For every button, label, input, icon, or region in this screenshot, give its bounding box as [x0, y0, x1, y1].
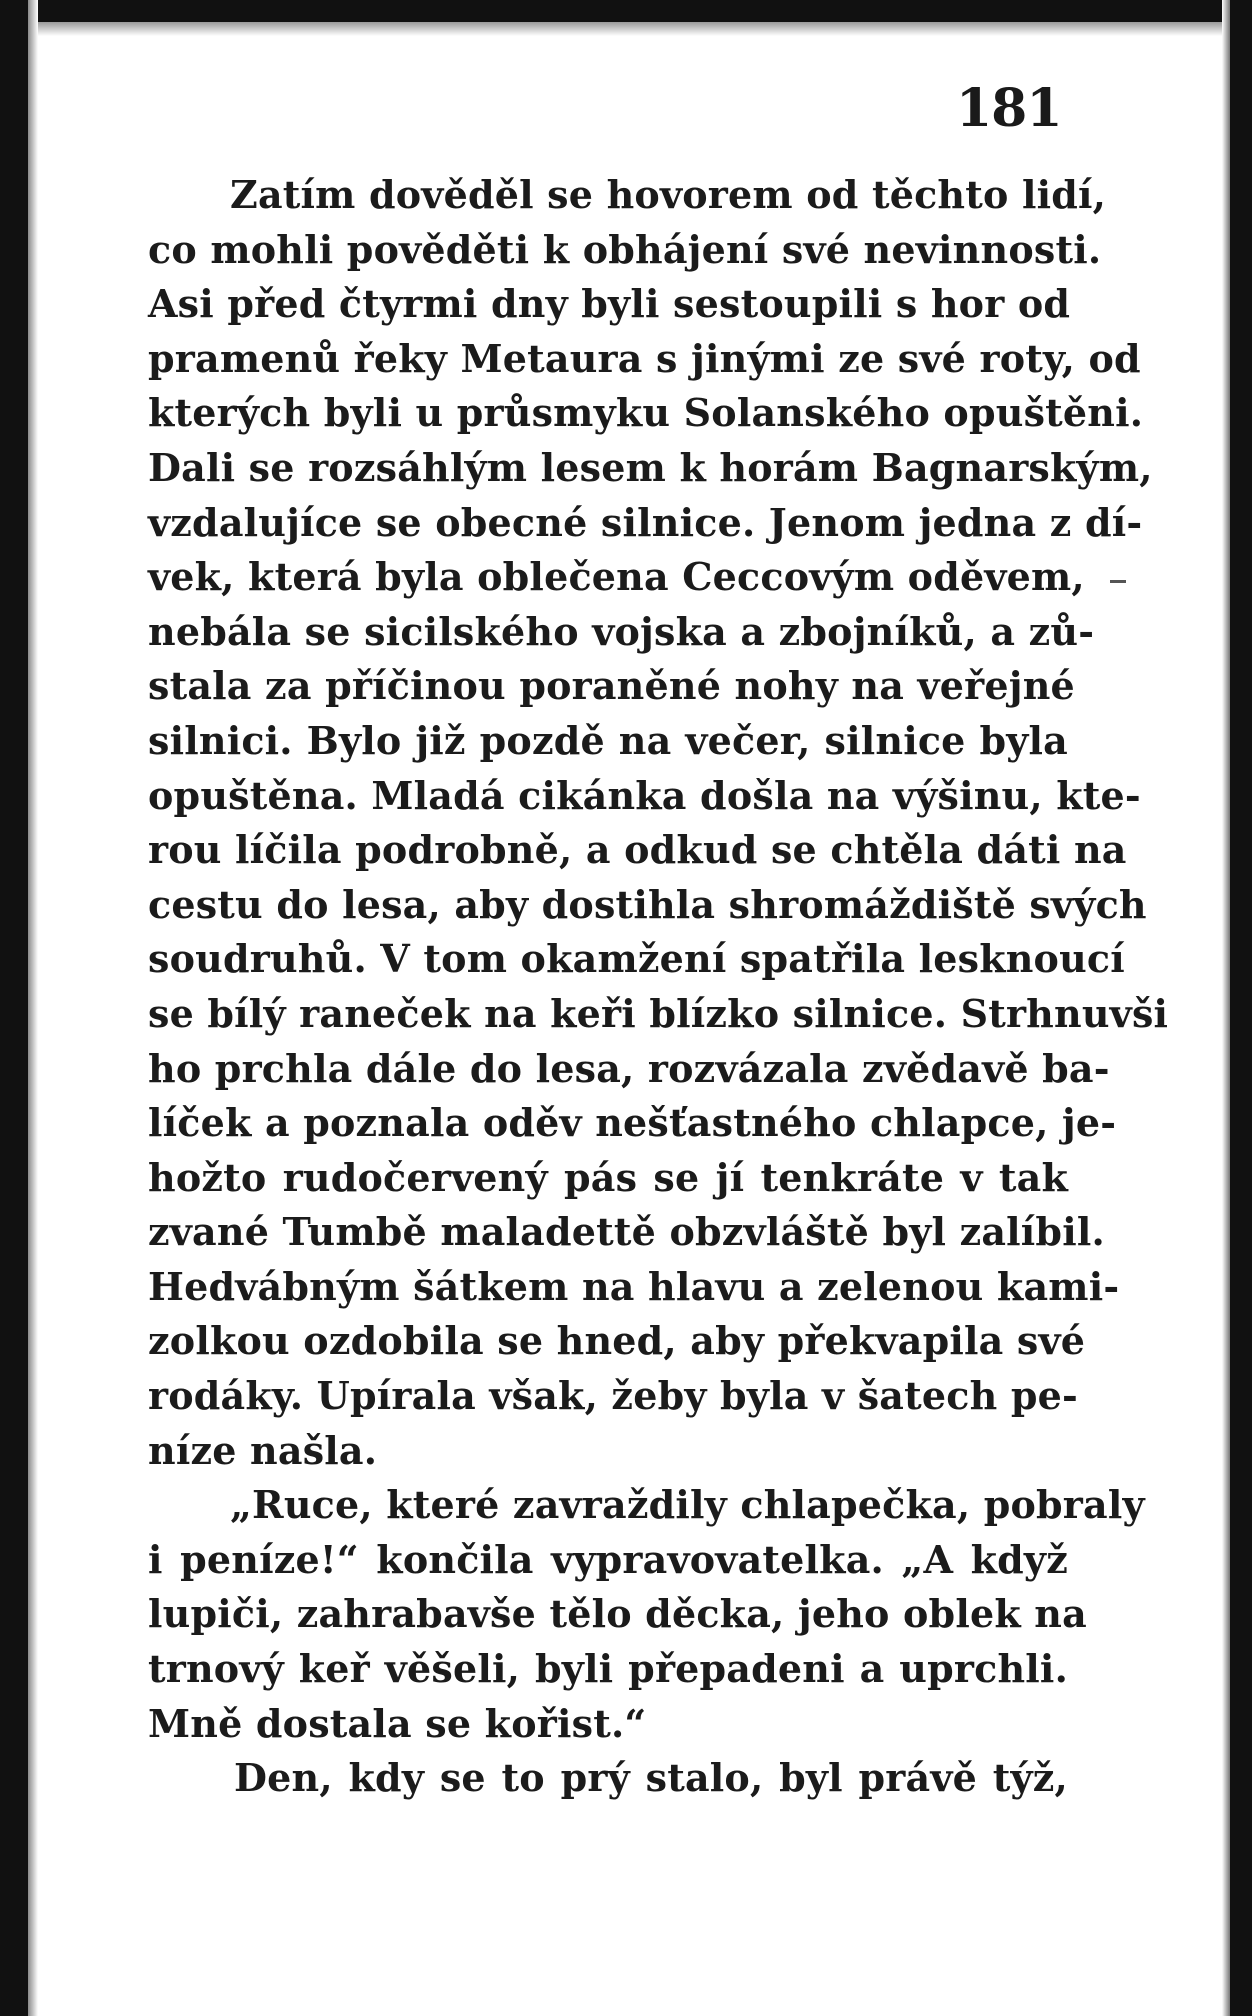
margin-mark — [1110, 580, 1126, 583]
scan-top-shadow — [0, 22, 1252, 36]
text-line: líček a poznala oděv nešťastného chlapce, je- — [148, 1100, 1117, 1146]
text-line: ho prchla dále do lesa, rozvázala zvědavě ba- — [148, 1045, 1110, 1091]
text-line: vzdalujíce se obecné silnice. Jenom jedna z dí- — [148, 499, 1143, 545]
text-line: se bílý raneček na keři blízko silnice. Strhnuvši — [148, 990, 1169, 1036]
text-line: silnici. Bylo již pozdě na večer, silnice byla — [148, 717, 1068, 763]
text-line: soudruhů. V tom okamžení spatřila lesknoucí — [148, 936, 1125, 982]
text-line: opuštěna. Mladá cikánka došla na výšinu, kte- — [148, 772, 1141, 818]
text-line: nebála se sicilského vojska a zbojníků, a zů- — [148, 608, 1095, 654]
body-text — [148, 168, 1169, 1806]
text-line: Den, kdy se to prý stalo, byl právě týž, — [234, 1755, 1068, 1801]
text-line: zvané Tumbě maladettě obzvláště byl zalíbil. — [148, 1209, 1105, 1255]
text-line: Hedvábným šátkem na hlavu a zelenou kami- — [148, 1263, 1120, 1309]
scan-top-border — [0, 0, 1252, 22]
text-line: vek, která byla oblečena Ceccovým oděvem, — [148, 554, 1085, 600]
text-line: stala za příčinou poraněné nohy na veřejné — [148, 663, 1075, 709]
text-line: co mohli pověděti k obhájení své nevinnosti. — [148, 226, 1102, 272]
text-line: hožto rudočervený pás se jí tenkráte v tak — [148, 1154, 1068, 1200]
text-line: cestu do lesa, aby dostihla shromáždiště svých — [148, 881, 1147, 927]
text-line: rodáky. Upírala však, žeby byla v šatech pe- — [148, 1373, 1078, 1419]
text-line: Asi před čtyrmi dny byli sestoupili s hor od — [148, 281, 1071, 327]
text-line: zolkou ozdobila se hned, aby překvapila své — [148, 1318, 1086, 1364]
text-line: níze našla. — [148, 1427, 378, 1473]
text-line: lupiči, zahrabavše tělo děcka, jeho oblek na — [148, 1591, 1087, 1637]
scan-left-shadow — [28, 0, 38, 2016]
scan-right-shadow — [1222, 0, 1230, 2016]
text-line: i peníze!“ končila vypravovatelka. „A když — [148, 1536, 1068, 1582]
text-line: pramenů řeky Metaura s jinými ze své roty, od — [148, 335, 1141, 381]
scan-left-border — [0, 0, 28, 2016]
text-line: Mně dostala se kořist.“ — [148, 1700, 647, 1746]
text-line: trnový keř věšeli, byli přepadeni a uprchli. — [148, 1646, 1068, 1692]
scan-right-border — [1230, 0, 1252, 2016]
text-line: „Ruce, které zavraždily chlapečka, pobraly — [230, 1482, 1145, 1528]
text-line: Dali se rozsáhlým lesem k horám Bagnarským, — [148, 444, 1153, 490]
page-number: 181 — [956, 78, 1062, 139]
text-line: Zatím dověděl se hovorem od těchto lidí, — [230, 172, 1107, 217]
text-line: rou líčila podrobně, a odkud se chtěla dáti na — [148, 827, 1127, 873]
text-line: kterých byli u průsmyku Solanského opuštěni. — [148, 390, 1144, 436]
